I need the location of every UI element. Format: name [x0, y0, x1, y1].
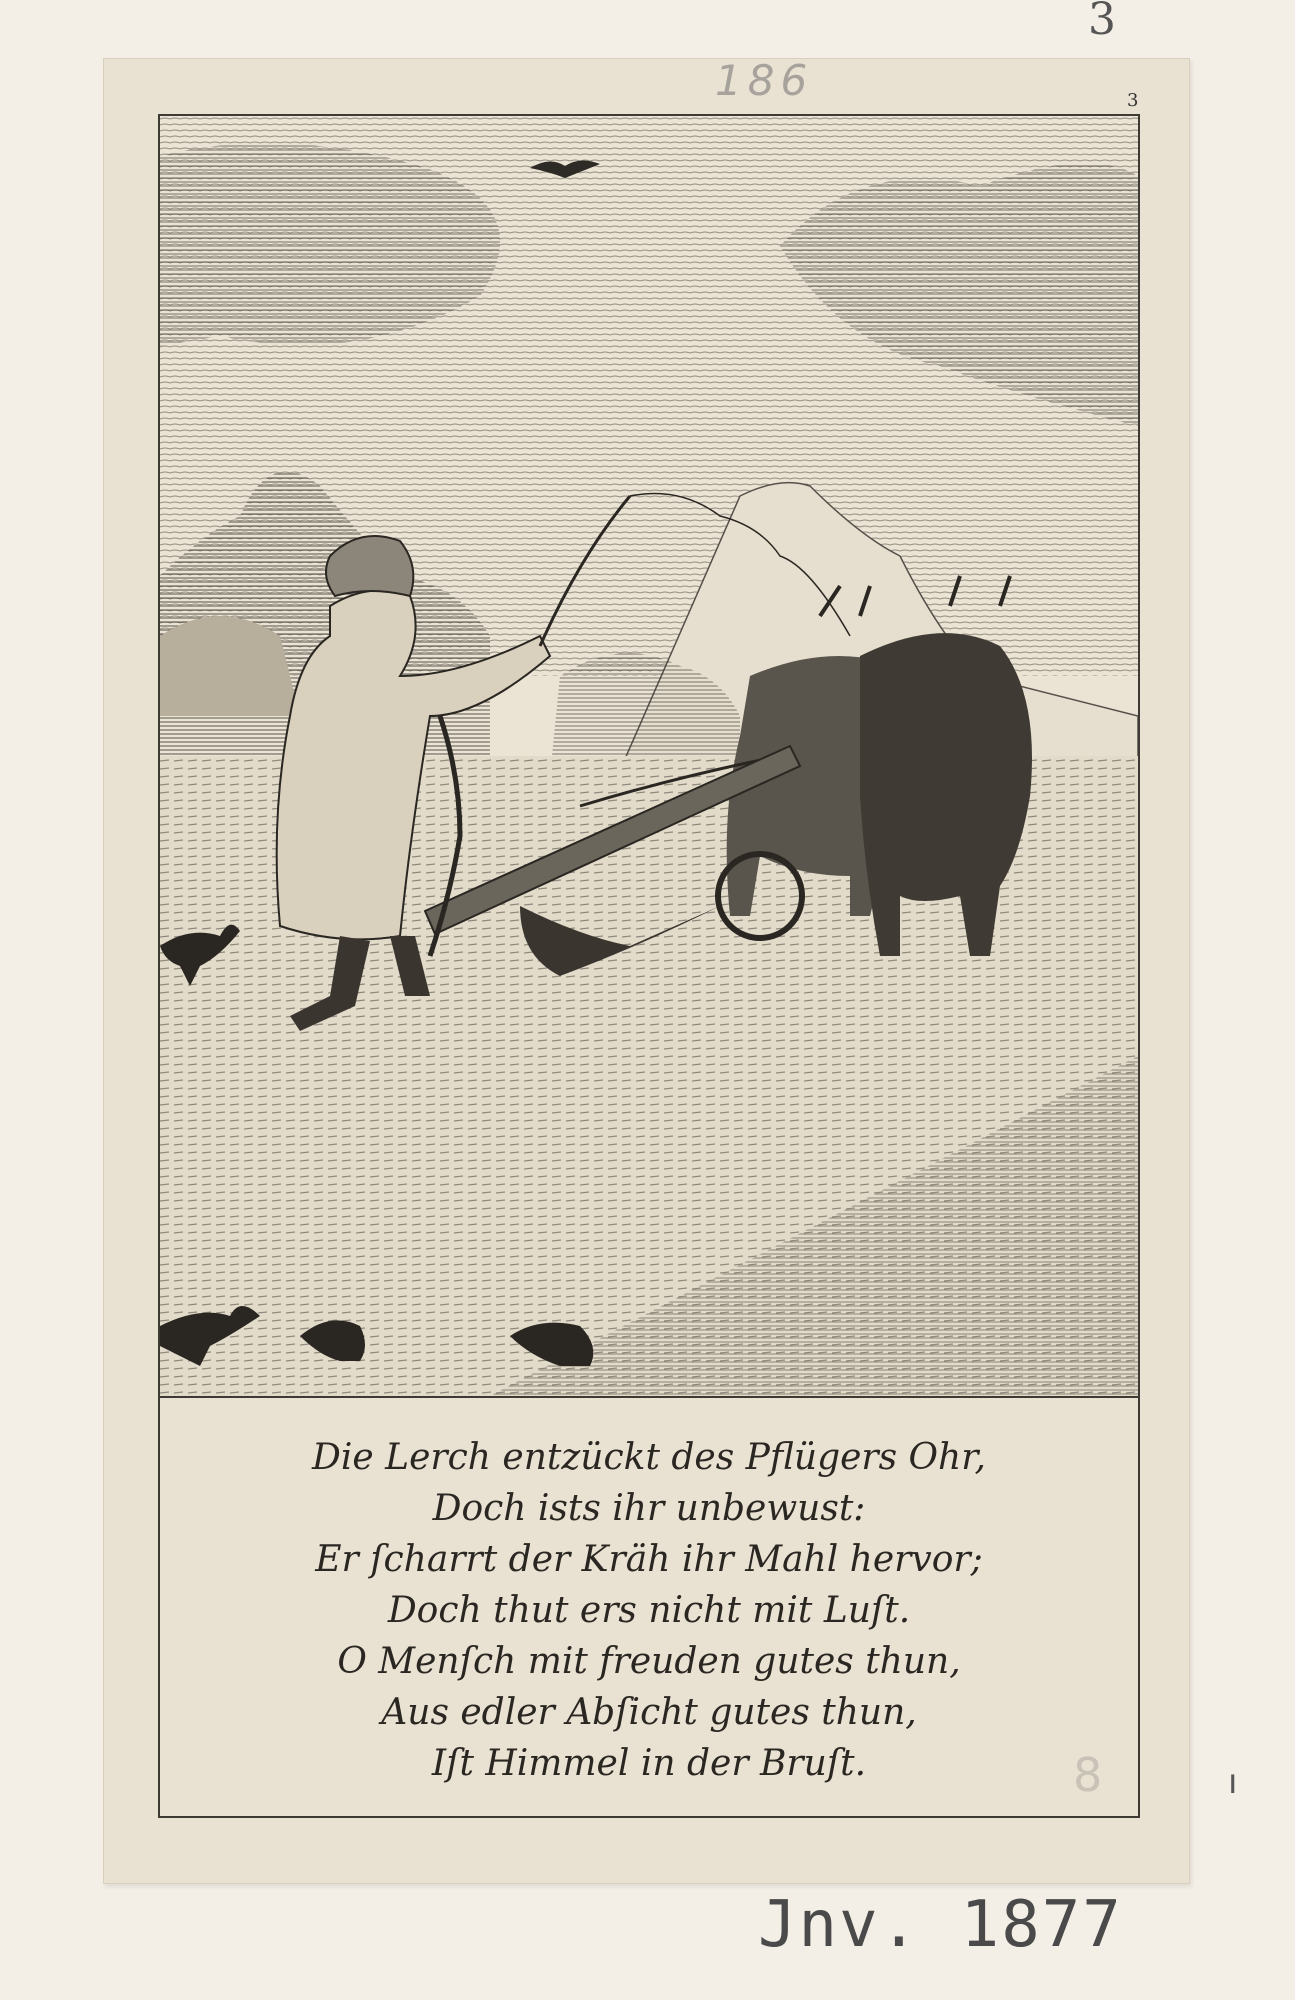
plowing-scene [160, 116, 1138, 1396]
verse-line-6: Aus edler Abſicht gutes thun, [381, 1692, 917, 1733]
verse-caption [160, 1398, 1138, 1816]
inventory-number: Jnv. 1877 [758, 1888, 1123, 1962]
plate-number: 3 [1127, 90, 1139, 111]
verse-line-7: Iſt Himmel in der Bruſt. [431, 1743, 867, 1784]
engraving-image [160, 116, 1138, 1398]
verse-line-3: Er ſcharrt der Kräh ihr Mahl hervor; [315, 1539, 983, 1580]
verse-line-1: Die Lerch entzückt des Pflügers Ohr, [312, 1437, 986, 1478]
pencil-tick-mark: ı [1228, 1762, 1238, 1802]
verse-line-2: Doch ists ihr unbewust: [432, 1488, 866, 1529]
verse-line-5: O Menſch mit freuden gutes thun, [337, 1641, 961, 1682]
verse-line-4: Doch thut ers nicht mit Luſt. [387, 1590, 911, 1631]
engraved-plate [158, 114, 1140, 1818]
collection-number: 186 [715, 56, 814, 105]
corner-pencil-mark: 3 [1088, 0, 1116, 45]
faint-stamp-mark: 8 [1073, 1748, 1103, 1802]
